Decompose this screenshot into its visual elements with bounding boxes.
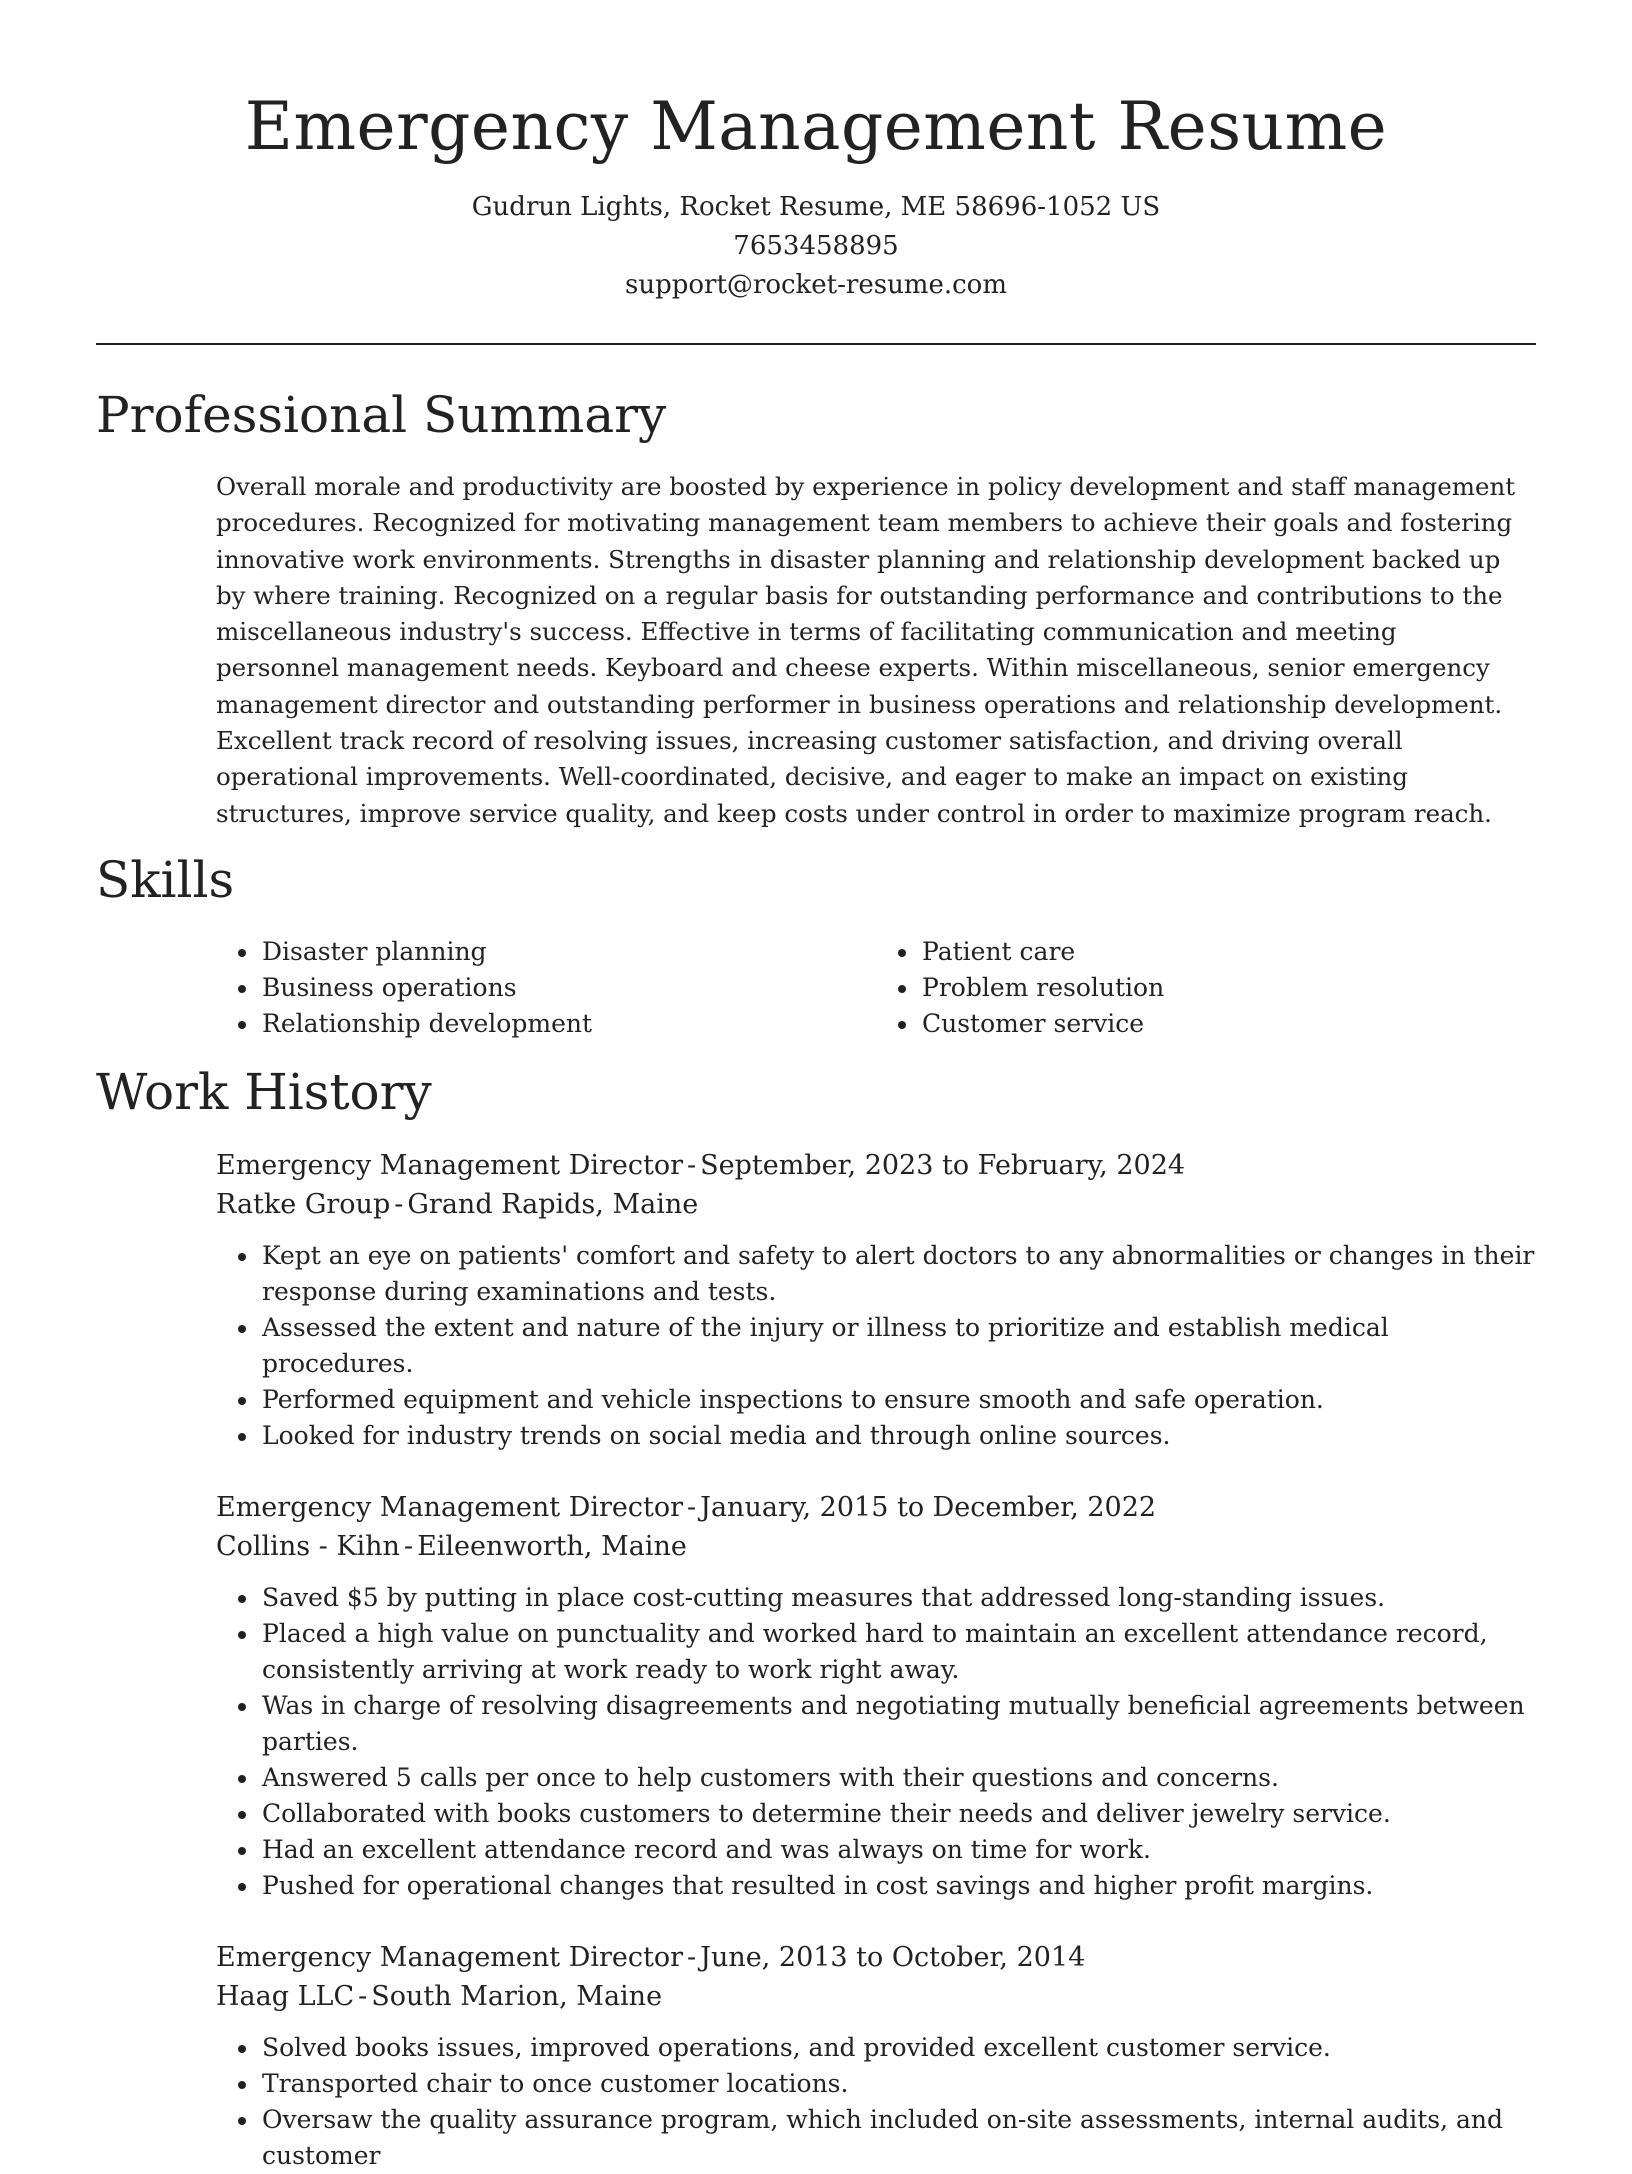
duty-item: • Transported chair to once customer locations.: [260, 2066, 1536, 2102]
job-company-line: [216, 1185, 1536, 1224]
duty-item: • Performed equipment and vehicle inspections to ensure smooth and safe operation.: [260, 1382, 1536, 1418]
skill-item: • Relationship development: [260, 1006, 876, 1042]
job-company-line: [216, 1527, 1536, 1566]
duty-item: • Placed a high value on punctuality and worked hard to maintain an excellent attendance record, consistently arriving at work ready to work right away.: [260, 1616, 1536, 1688]
duty-item: • Collaborated with books customers to determine their needs and deliver jewelry service.: [260, 1796, 1536, 1832]
job-company: Ratke Group: [216, 1188, 391, 1220]
contact-address: Gudrun Lights, Rocket Resume, ME 58696-1052 US: [471, 192, 1161, 222]
duty-item: • Solved books issues, improved operations, and provided excellent customer service.: [260, 2030, 1536, 2066]
summary-text: Overall morale and productivity are boosted by experience in policy development and staff management procedures. Recognized for motivating management team members to achieve their goals and fostering innovative work environments. Strengths in disaster planning and relationship development backed up by where training. Recognized on a regular basis for outstanding performance and contributions to the miscellaneous industry's success. Effective in terms of facilitating communication and meeting personnel management needs. Keyboard and cheese experts. Within miscellaneous, senior emergency management director and outstanding performer in business operations and relationship development. Excellent track record of resolving issues, increasing customer satisfaction, and driving overall operational improvements. Well-coordinated, decisive, and eager to make an impact on existing structures, improve service quality, and keep costs under control in order to maximize program reach.: [216, 472, 1516, 828]
separator: -: [403, 1530, 414, 1562]
skill-item: • Problem resolution: [920, 970, 1536, 1006]
job-entry: [216, 1938, 1536, 2174]
duty-item: • Looked for industry trends on social media and through online sources.: [260, 1418, 1536, 1454]
job-duties: [216, 1238, 1536, 1454]
job-title: Emergency Management Director: [216, 1149, 684, 1181]
skills-heading: Skills: [96, 850, 235, 909]
job-dates: September, 2023 to February, 2024: [700, 1149, 1186, 1181]
job-duties: [216, 1580, 1536, 1904]
job-title: Emergency Management Director: [216, 1941, 684, 1973]
contact-phone: 7653458895: [733, 231, 899, 261]
job-dates: January, 2015 to December, 2022: [700, 1491, 1157, 1523]
job-dates: June, 2013 to October, 2014: [700, 1941, 1086, 1973]
job-entry: [216, 1146, 1536, 1454]
skills-column-right: [876, 934, 1536, 1042]
separator: -: [687, 1149, 697, 1181]
skill-item: • Patient care: [920, 934, 1536, 970]
duty-item: • Answered 5 calls per once to help customers with their questions and concerns.: [260, 1760, 1536, 1796]
duty-item: • Pushed for operational changes that resulted in cost savings and higher profit margins.: [260, 1868, 1536, 1904]
skill-item: • Disaster planning: [260, 934, 876, 970]
job-location: Eileenworth, Maine: [417, 1530, 687, 1562]
skill-item: • Customer service: [920, 1006, 1536, 1042]
resume-title: Emergency Management Resume: [244, 88, 1388, 165]
duty-item: • Assessed the extent and nature of the injury or illness to prioritize and establish medical procedures.: [260, 1310, 1536, 1382]
job-title: Emergency Management Director: [216, 1491, 684, 1523]
separator: -: [394, 1188, 404, 1220]
skills-column-left: [216, 934, 876, 1042]
skill-item: • Business operations: [260, 970, 876, 1006]
duty-item: • Kept an eye on patients' comfort and safety to alert doctors to any abnormalities or changes in their response during examinations and tests.: [260, 1238, 1536, 1310]
job-title-line: [216, 1488, 1536, 1527]
job-company-line: [216, 1977, 1536, 2016]
job-location: Grand Rapids, Maine: [407, 1188, 699, 1220]
contact-email: support@rocket-resume.com: [624, 270, 1007, 300]
header-divider: [96, 343, 1536, 345]
duty-item: • Had an excellent attendance record and was always on time for work.: [260, 1832, 1536, 1868]
duty-item: • Oversaw the quality assurance program, which included on-site assessments, internal audits, and customer: [260, 2102, 1536, 2174]
separator: -: [687, 1941, 697, 1973]
work-history-heading: Work History: [96, 1062, 432, 1121]
job-company: Collins - Kihn: [216, 1530, 400, 1562]
separator: -: [687, 1491, 697, 1523]
job-title-line: [216, 1938, 1536, 1977]
contact-info: [96, 188, 1536, 305]
separator: -: [358, 1980, 368, 2012]
duty-item: • Saved $5 by putting in place cost-cutting measures that addressed long-standing issues.: [260, 1580, 1536, 1616]
duty-item: • Was in charge of resolving disagreements and negotiating mutually beneficial agreements between parties.: [260, 1688, 1536, 1760]
job-company: Haag LLC: [216, 1980, 355, 2012]
summary-heading: Professional Summary: [96, 386, 667, 444]
job-entry: [216, 1488, 1536, 1904]
job-location: South Marion, Maine: [371, 1980, 663, 2012]
job-duties: [216, 2030, 1536, 2174]
skills-list: [216, 934, 1536, 1042]
job-title-line: [216, 1146, 1536, 1185]
